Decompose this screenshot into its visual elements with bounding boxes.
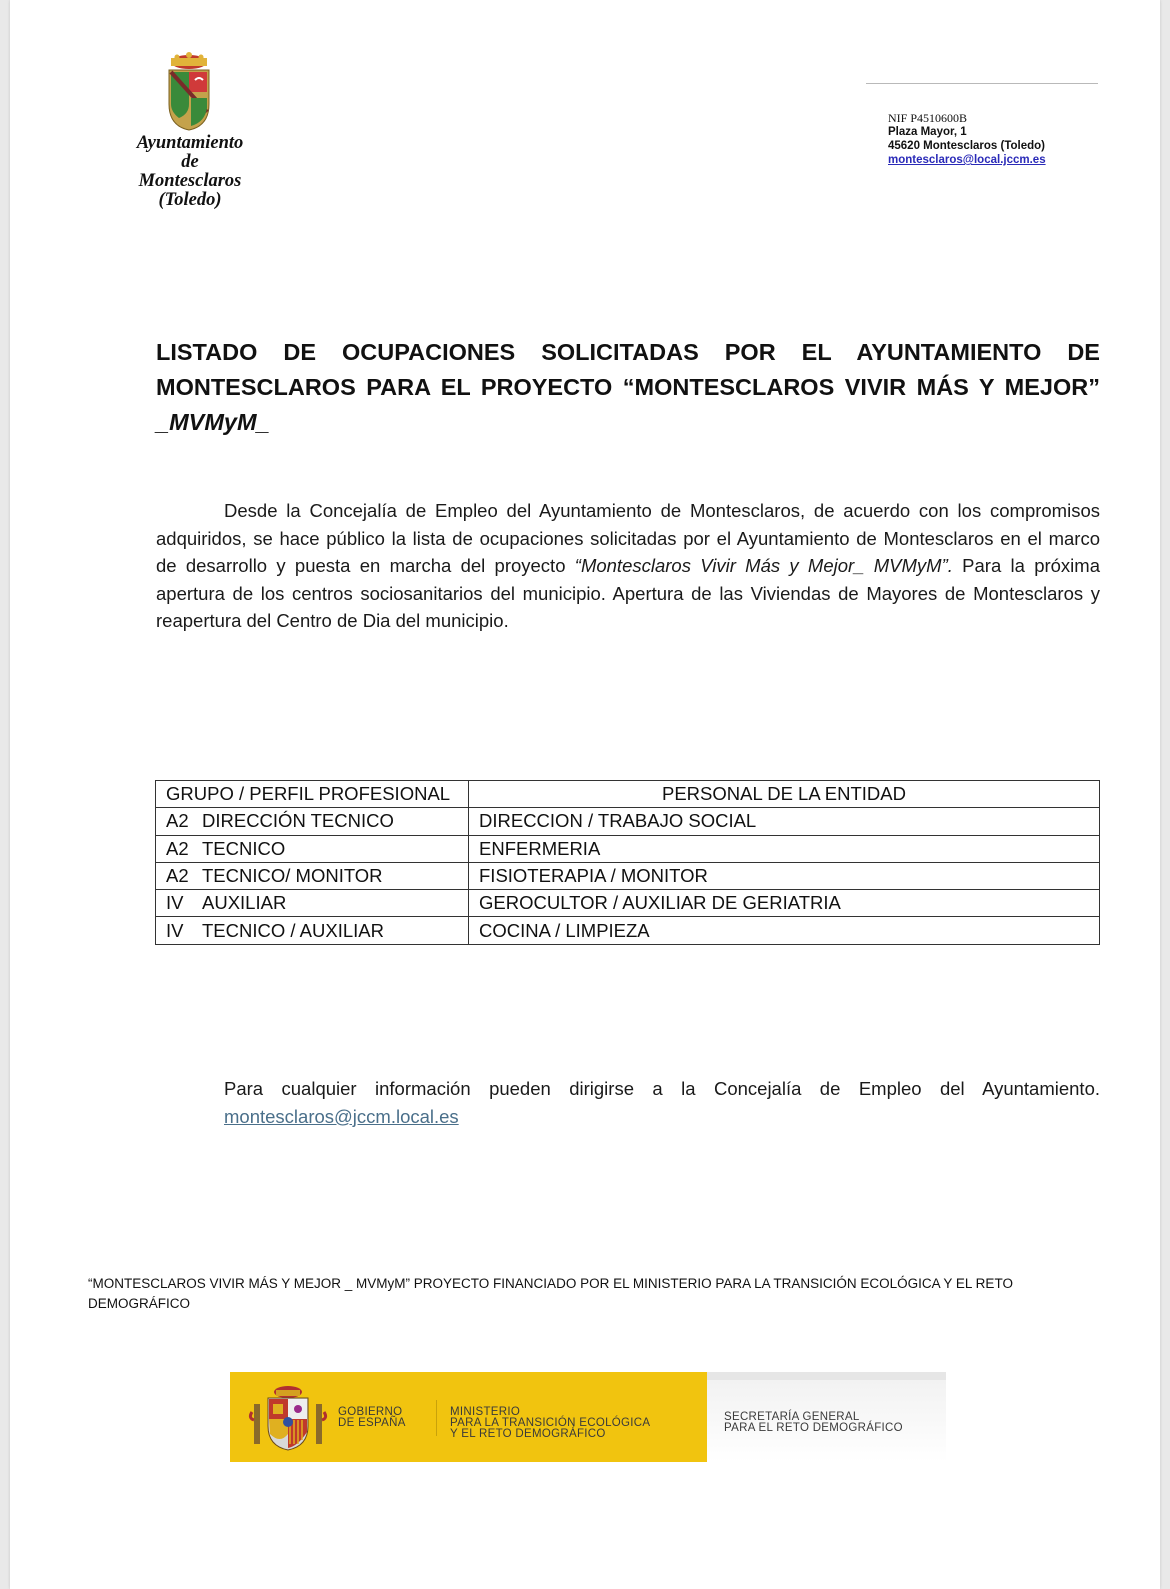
group-cell — [156, 890, 469, 917]
address-line-2: 45620 Montesclaros (Toledo) — [888, 140, 1045, 152]
intro-text-2: Para la próxima apertura de los centros sociosanitarios del municipio. Apertura de las Viviendas de Mayores de Montesclaros y reapertura del Centro de Dia del municipio. — [156, 555, 1100, 631]
staff-cell: COCINA / LIMPIEZA — [469, 917, 1100, 944]
intro-text-1: Desde la Concejalía de Empleo del Ayuntamiento de Montesclaros, de acuerdo con los compromisos adquiridos, se hace público la lista de ocupaciones solicitadas por el Ayuntamiento de Montesclaros en el marco de desarrollo y puesta en marcha del proyecto — [156, 500, 1100, 576]
ministry-label — [450, 1407, 700, 1440]
group-code: IV — [166, 919, 184, 941]
title-line-2: MONTESCLAROS PARA EL PROYECTO “MONTESCLAROS VIVIR MÁS Y MEJOR” — [156, 374, 1100, 400]
table-row — [156, 890, 1100, 917]
ministry-label-line: MINISTERIO — [450, 1406, 521, 1418]
group-code: A2 — [166, 865, 189, 887]
group-cell — [156, 835, 469, 862]
secretariat-label-line: SECRETARÍA GENERAL — [724, 1411, 860, 1423]
profile-text: DIRECCIÓN TECNICO — [202, 810, 394, 832]
document-title — [156, 335, 1100, 440]
municipality-line: Montesclaros — [138, 171, 242, 191]
staff-cell: ENFERMERIA — [469, 835, 1100, 862]
nif-text: NIF P4510600B — [888, 111, 968, 125]
municipality-line: de — [181, 152, 199, 172]
secretariat-label — [724, 1412, 944, 1434]
contact-block — [888, 111, 1158, 167]
contact-email-link[interactable]: montesclaros@jccm.local.es — [224, 1106, 459, 1127]
profile-text: TECNICO/ MONITOR — [202, 865, 383, 887]
table-row — [156, 917, 1100, 944]
group-code: A2 — [166, 810, 189, 832]
intro-project-name: “Montesclaros Vivir Más y Mejor_ MVMyM”. — [574, 555, 953, 576]
profile-text: TECNICO / AUXILIAR — [202, 919, 384, 941]
header-email-link[interactable]: montesclaros@local.jccm.es — [888, 154, 1046, 166]
group-code: A2 — [166, 837, 189, 859]
secretariat-label-line: PARA EL RETO DEMOGRÁFICO — [724, 1422, 903, 1434]
staff-cell: DIRECCION / TRABAJO SOCIAL — [469, 808, 1100, 835]
intro-paragraph — [156, 497, 1100, 635]
gov-label-line: DE ESPAÑA — [338, 1417, 406, 1429]
header-divider — [866, 83, 1098, 84]
table-header-row — [156, 781, 1100, 808]
banner-separator — [436, 1400, 437, 1436]
table-row — [156, 835, 1100, 862]
address-line-1: Plaza Mayor, 1 — [888, 126, 967, 138]
municipality-line: Ayuntamiento — [136, 133, 244, 153]
municipal-crest-icon — [165, 52, 213, 132]
group-cell — [156, 808, 469, 835]
document-page — [10, 0, 1160, 1589]
municipality-name — [110, 134, 270, 210]
profile-text: TECNICO — [202, 837, 286, 859]
gov-label — [338, 1407, 438, 1429]
funding-note: “MONTESCLAROS VIVIR MÁS Y MEJOR _ MVMyM” PROYECTO FINANCIADO POR EL MINISTERIO PARA LA TRANSICIÓN ECOLÓGICA Y EL RETO DEMOGRÁFICO — [88, 1276, 1013, 1311]
table-row — [156, 862, 1100, 889]
title-line-3: _MVMyM_ — [156, 409, 270, 435]
staff-cell: GEROCULTOR / AUXILIAR DE GERIATRIA — [469, 890, 1100, 917]
column-header-staff: PERSONAL DE LA ENTIDAD — [469, 781, 1100, 808]
table-row — [156, 808, 1100, 835]
group-cell — [156, 917, 469, 944]
spain-coat-of-arms-icon — [248, 1382, 328, 1454]
profile-text: AUXILIAR — [202, 892, 287, 914]
government-banner — [230, 1372, 946, 1462]
title-line-1: LISTADO DE OCUPACIONES SOLICITADAS POR EL AYUNTAMIENTO DE — [156, 339, 1100, 365]
occupations-table — [155, 780, 1100, 945]
municipality-line: (Toledo) — [158, 190, 222, 210]
gov-label-line: GOBIERNO — [338, 1406, 403, 1418]
ministry-label-line: Y EL RETO DEMOGRÁFICO — [450, 1428, 606, 1440]
group-code: IV — [166, 892, 184, 914]
group-cell — [156, 862, 469, 889]
ministry-label-line: PARA LA TRANSICIÓN ECOLÓGICA — [450, 1417, 651, 1429]
staff-cell: FISIOTERAPIA / MONITOR — [469, 862, 1100, 889]
column-header-group: GRUPO / PERFIL PROFESIONAL — [156, 781, 469, 808]
contact-paragraph: Para cualquier información pueden dirigirse a la Concejalía de Empleo del Ayuntamiento. — [224, 1078, 1100, 1099]
